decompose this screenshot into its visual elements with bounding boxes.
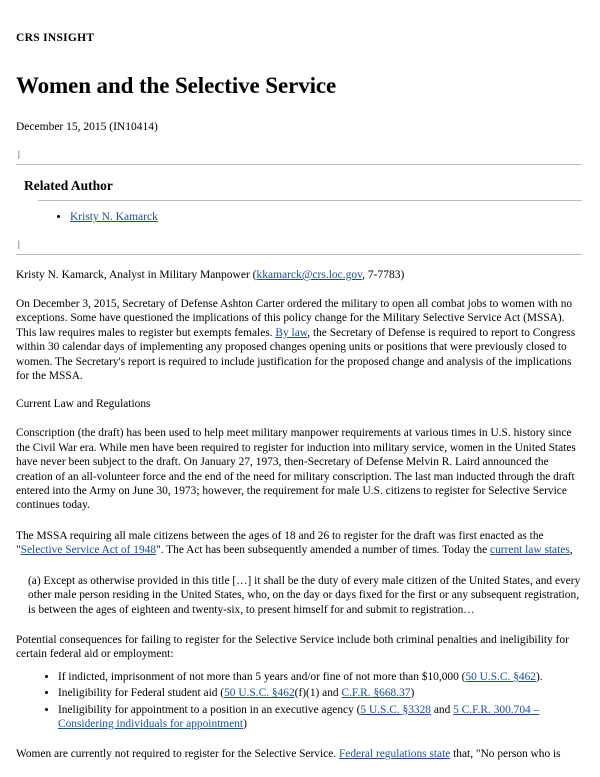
usc-462-link[interactable]: 50 U.S.C. §462 xyxy=(465,670,537,683)
section-mark-2: | xyxy=(18,239,20,249)
closing-text-b: that, "No person who is xyxy=(450,748,561,761)
consequence-text-pre: Ineligibility for Federal student aid ( xyxy=(58,687,225,700)
intro-paragraph xyxy=(16,297,582,383)
byline-suffix: , 7-7783) xyxy=(362,269,405,281)
section-heading-current-law: Current Law and Regulations xyxy=(16,398,151,411)
list-item xyxy=(70,211,582,223)
usc-462-f1-link[interactable]: 50 U.S.C. §462 xyxy=(224,687,295,700)
intro-text-b: , the Secretary of Defense is required to report to Congress within 30 calendar days of implementing any proposed changes opening units or positions that were previously closed to women. The Secretary's report is required to include justification for the proposed change and analysis of the implications for the MSSA. xyxy=(16,326,576,383)
divider-bottom xyxy=(16,254,582,255)
consequences-intro: Potential consequences for failing to register for the Selective Service include both criminal penalties and ineligibility for certain federal aid or employment: xyxy=(16,633,569,661)
selective-service-act-link[interactable]: Selective Service Act of 1948 xyxy=(20,544,157,557)
list-item xyxy=(58,703,582,732)
consequence-text-post: ) xyxy=(243,717,247,730)
list-item xyxy=(58,686,582,700)
author-byline xyxy=(16,269,582,281)
publication-date: December 15, 2015 (IN10414) xyxy=(16,121,158,133)
federal-regulations-link[interactable]: Federal regulations state xyxy=(338,748,451,761)
consequence-text-pre: Ineligibility for appointment to a position in an executive agency ( xyxy=(58,703,361,716)
current-law-link[interactable]: current law states xyxy=(490,544,570,557)
divider-top xyxy=(16,164,582,165)
closing-paragraph xyxy=(16,747,582,761)
consequence-text-pre: If indicted, imprisonment of not more than 5 years and/or fine of not more than $10,000 ( xyxy=(58,670,466,683)
conscription-paragraph: Conscription (the draft) has been used to help meet military manpower requirements at various times in U.S. history since the Civil War era. While men have been required to register for induction into military service, women in the United States have never been subject to the draft. On January 27, 1973, then-Secretary of Defense Melvin R. Laird announced the creation of an all-volunteer force and the end of the need for military conscription. The last man inducted through the draft entered into the Army on June 30, 1973; however, the requirement for male U.S. citizens to register for Selective Service continues today. xyxy=(16,427,576,512)
page-title: Women and the Selective Service xyxy=(16,73,337,98)
mssa-text-a: The MSSA requiring all male citizens between the ages of 18 and 26 to register for the draft was first enacted as the " xyxy=(16,529,544,557)
mssa-paragraph xyxy=(16,529,582,558)
usc-3328-link[interactable]: 5 U.S.C. §3328 xyxy=(360,703,431,716)
mssa-text-c: , xyxy=(569,544,573,557)
consequence-text-mid: and xyxy=(430,703,454,716)
author-link[interactable]: Kristy N. Kamarck xyxy=(70,211,158,223)
intro-text-a: On December 3, 2015, Secretary of Defense Ashton Carter ordered the military to open all combat jobs to women with no exceptions. Some have questioned the implications of this policy change for the Military Selective Service Act (MSSA). This law requires males to register but exempts females. xyxy=(16,298,573,339)
statute-quote: (a) Except as otherwise provided in this title […] it shall be the duty of every male citizen of the United States, and every other male person residing in the United States, who, on the day or days fixed for the first or any subsequent registration, is between the ages of eighteen and twenty-six, to present himself for and submit to registration… xyxy=(28,574,581,616)
consequence-text-post: ). xyxy=(536,670,543,683)
byline-prefix: Kristy N. Kamarck, Analyst in Military Manpower ( xyxy=(16,269,257,281)
cfr-300-704-link[interactable]: 5 C.F.R. 300.704 – Considering individuals for appointment xyxy=(58,703,540,730)
related-author-list xyxy=(16,211,582,223)
section-mark-1: | xyxy=(18,149,20,159)
consequence-text-mid: (f)(1) and xyxy=(294,687,342,700)
list-item xyxy=(58,670,582,684)
consequences-list xyxy=(16,670,582,732)
consequence-text-post: ) xyxy=(410,687,415,700)
related-author-heading: Related Author xyxy=(24,178,113,193)
author-email-link[interactable]: kkamarck@crs.loc.gov xyxy=(256,269,363,281)
mssa-text-b: ". The Act has been subsequently amended a number of times. Today the xyxy=(156,544,491,557)
by-law-link[interactable]: By law xyxy=(275,326,308,339)
page-header-label: CRS INSIGHT xyxy=(16,32,95,44)
divider-related-author xyxy=(38,200,582,201)
closing-text-a: Women are currently not required to register for the Selective Service. xyxy=(16,748,339,761)
cfr-668-37-link[interactable]: C.F.R. §668.37 xyxy=(341,687,411,700)
